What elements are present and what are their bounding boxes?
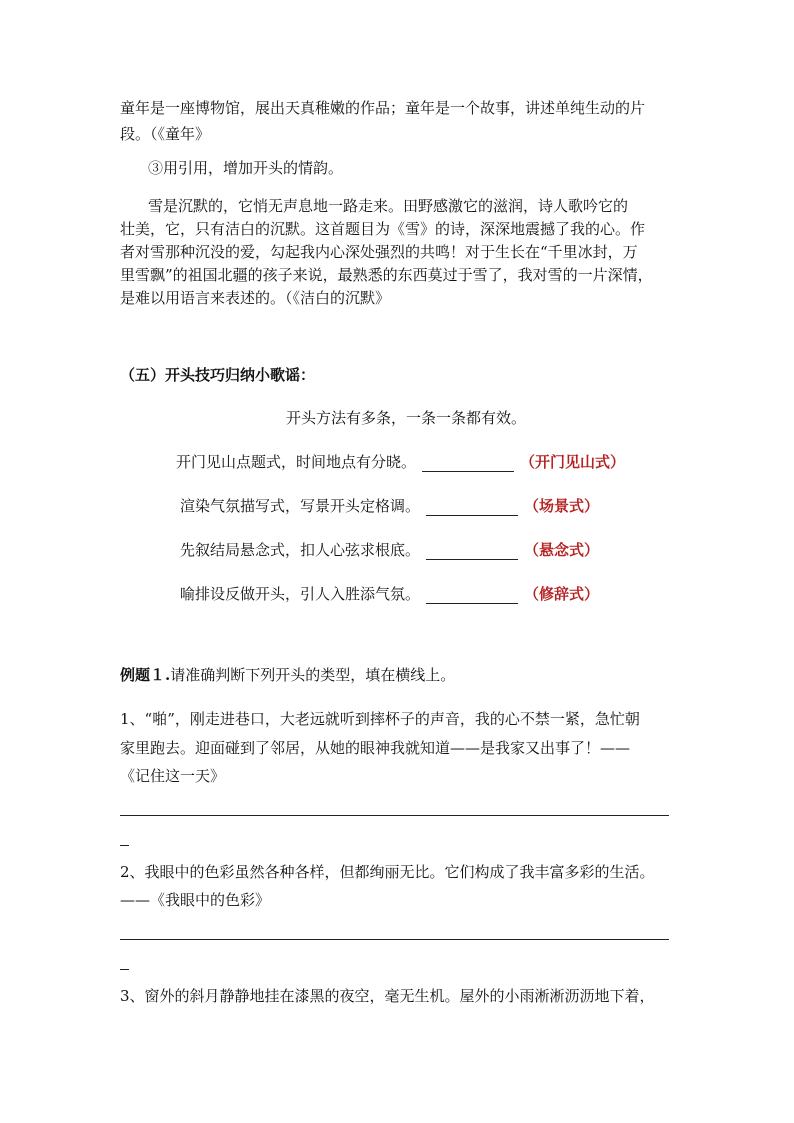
snow-para-line: 里雪飘”的祖国北疆的孩子来说，最熟悉的东西莫过于雪了，我对雪的一片深情， bbox=[120, 266, 653, 284]
rhyme-text: 喻排设反做开头，引人入胜添气氛。 bbox=[180, 585, 421, 603]
rhyme-text: 先叙结局悬念式，扣人心弦求根底。 bbox=[180, 541, 421, 559]
rhyme-text: 渲染气氛描写式，写景开头定格调。 bbox=[180, 497, 421, 515]
rhyme-answer: （场景式） bbox=[524, 497, 600, 515]
rhyme-answer: （开门见山式） bbox=[520, 453, 626, 471]
question-line: 2、我眼中的色彩虽然各种各样，但都绚丽无比。它们构成了我丰富多彩的生活。 bbox=[120, 863, 655, 881]
rhyme-text: 开门见山点题式，时间地点有分晓。 bbox=[176, 453, 417, 471]
answer-line[interactable] bbox=[120, 815, 669, 816]
question-line: 1、“啪”，刚走进巷口，大老远就听到摔杯子的声音，我的心不禁一紧，急忙朝 bbox=[120, 710, 640, 728]
rhyme-row bbox=[180, 496, 599, 516]
answer-blank[interactable] bbox=[426, 499, 518, 516]
snow-para-line: 是难以用语言来表述的。（《洁白的沉默》 bbox=[120, 289, 391, 307]
rhyme-row bbox=[180, 584, 599, 604]
rhyme-answer: （修辞式） bbox=[524, 585, 600, 603]
answer-blank[interactable] bbox=[422, 455, 514, 472]
section-heading: （五）开头技巧归纳小歌谣： bbox=[120, 366, 316, 384]
snow-para-line: 壮美，它，只有洁白的沉默。这首题目为《雪》的诗，深深地震撼了我的心。作 bbox=[120, 220, 646, 238]
example-label: 例题１. bbox=[120, 666, 171, 684]
intro-line-2: 段。（《童年》 bbox=[120, 125, 211, 143]
answer-line-end bbox=[120, 845, 129, 846]
question-line: 3、窗外的斜月静静地挂在漆黑的夜空，毫无生机。屋外的小雨淅淅沥沥地下着， bbox=[120, 987, 655, 1005]
rhyme-row bbox=[180, 540, 599, 560]
rhyme-answer: （悬念式） bbox=[524, 541, 600, 559]
intro-item-3: ③用引用，增加开头的情韵。 bbox=[148, 159, 344, 177]
rhyme-intro: 开头方法有多条，一条一条都有效。 bbox=[286, 409, 527, 427]
snow-para-line: 雪是沉默的，它悄无声息地一路走来。田野感激它的滋润，诗人歌吟它的 bbox=[148, 197, 629, 215]
answer-line[interactable] bbox=[120, 939, 669, 940]
answer-blank[interactable] bbox=[426, 587, 518, 604]
intro-line-1: 童年是一座博物馆，展出天真稚嫩的作品；童年是一个故事，讲述单纯生动的片 bbox=[120, 99, 646, 117]
question-source: ——《我眼中的色彩》 bbox=[120, 891, 271, 909]
answer-blank[interactable] bbox=[426, 543, 518, 560]
question-source: 《记住这一天》 bbox=[120, 767, 226, 785]
snow-para-line: 者对雪那种沉没的爱，勾起我内心深处强烈的共鸣！对于生长在“千里冰封，万 bbox=[120, 243, 638, 261]
example-instruction: 请准确判断下列开头的类型，填在横线上。 bbox=[170, 666, 456, 684]
rhyme-row bbox=[176, 452, 625, 472]
example-heading bbox=[120, 665, 455, 685]
question-line: 家里跑去。迎面碰到了邻居，从她的眼神我就知道——是我家又出事了！—— bbox=[120, 739, 631, 757]
answer-line-end bbox=[120, 969, 129, 970]
